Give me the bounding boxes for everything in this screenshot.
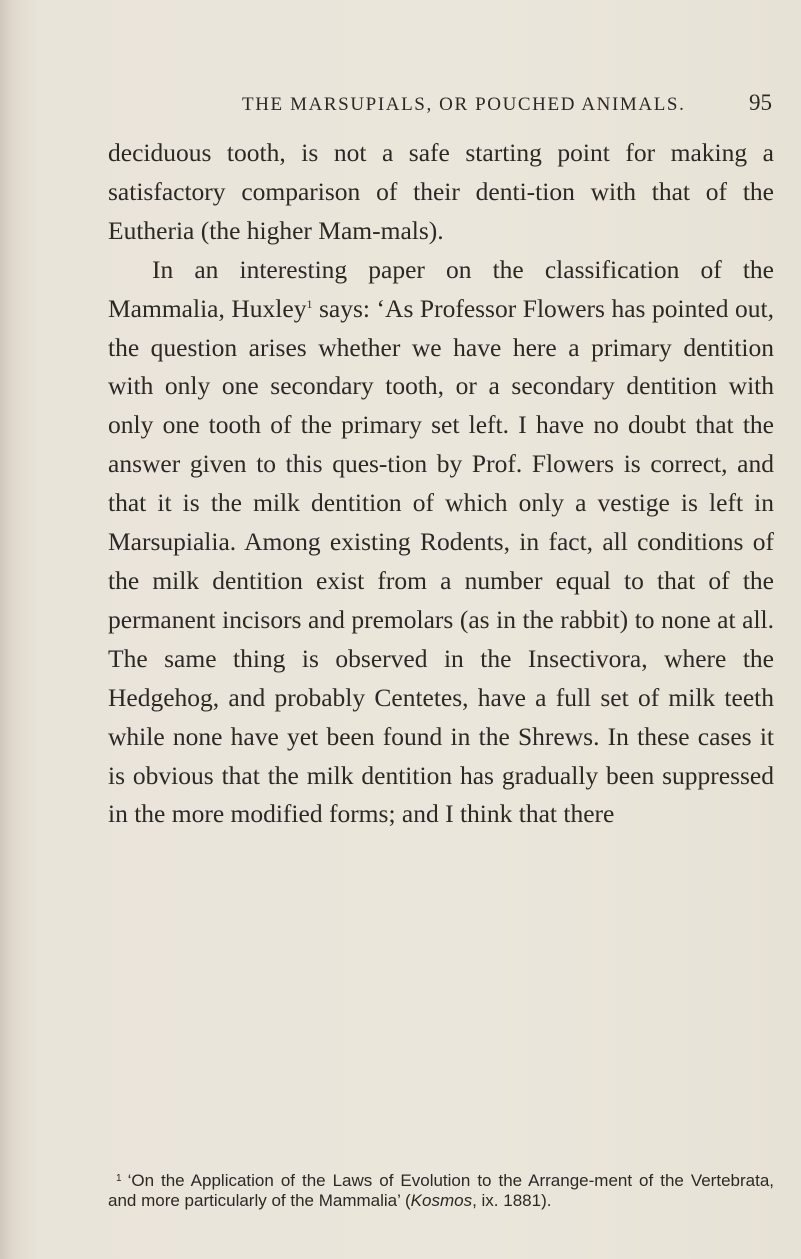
footnote-reference: 1 [306,296,313,311]
paragraph-2 [108,251,774,835]
footnote-text: ‘On the Application of the Laws of Evolution to the Arrange-ment of the Vertebrata, and more particularly of the Mammalia’ ( [108,1171,774,1210]
body-text [108,134,774,834]
page-number: 95 [749,90,772,115]
footnote-tail: , ix. 1881). [472,1190,552,1210]
paragraph-2-start: In an interesting paper on the classification of the Mammalia, Huxley [108,254,774,323]
footnote [108,1169,774,1210]
running-title: THE MARSUPIALS, OR POUCHED ANIMALS. [242,94,686,115]
running-header [242,90,772,116]
paragraph-2-rest: says: ‘As Professor Flowers has pointed out, the question arises whether we have here a primary dentition with only one secondary tooth, or a secondary dentition with only one tooth of the primary set left. I have no doubt that the answer given to this ques-tion by Prof. Flowers is correct, and that it is the milk dentition of which only a vestige is left in Marsupialia. Among existing Rodents, in fact, all conditions of the milk dentition exist from a number equal to that of the permanent incisors and premolars (as in the rabbit) to none at all. The same thing is observed in the Insectivora, where the Hedgehog, and probably Centetes, have a full set of milk teeth while none have yet been found in the Shrews. In these cases it is obvious that the milk dentition has gradually been suppressed in the more modified forms; and I think that there [108,293,774,829]
footnote-journal: Kosmos [410,1190,473,1210]
paragraph-1: deciduous tooth, is not a safe starting point for making a satisfactory comparison of their denti-tion with that of the Eutheria (the higher Mam-mals). [108,138,774,245]
footnote-mark: 1 [116,1173,122,1184]
